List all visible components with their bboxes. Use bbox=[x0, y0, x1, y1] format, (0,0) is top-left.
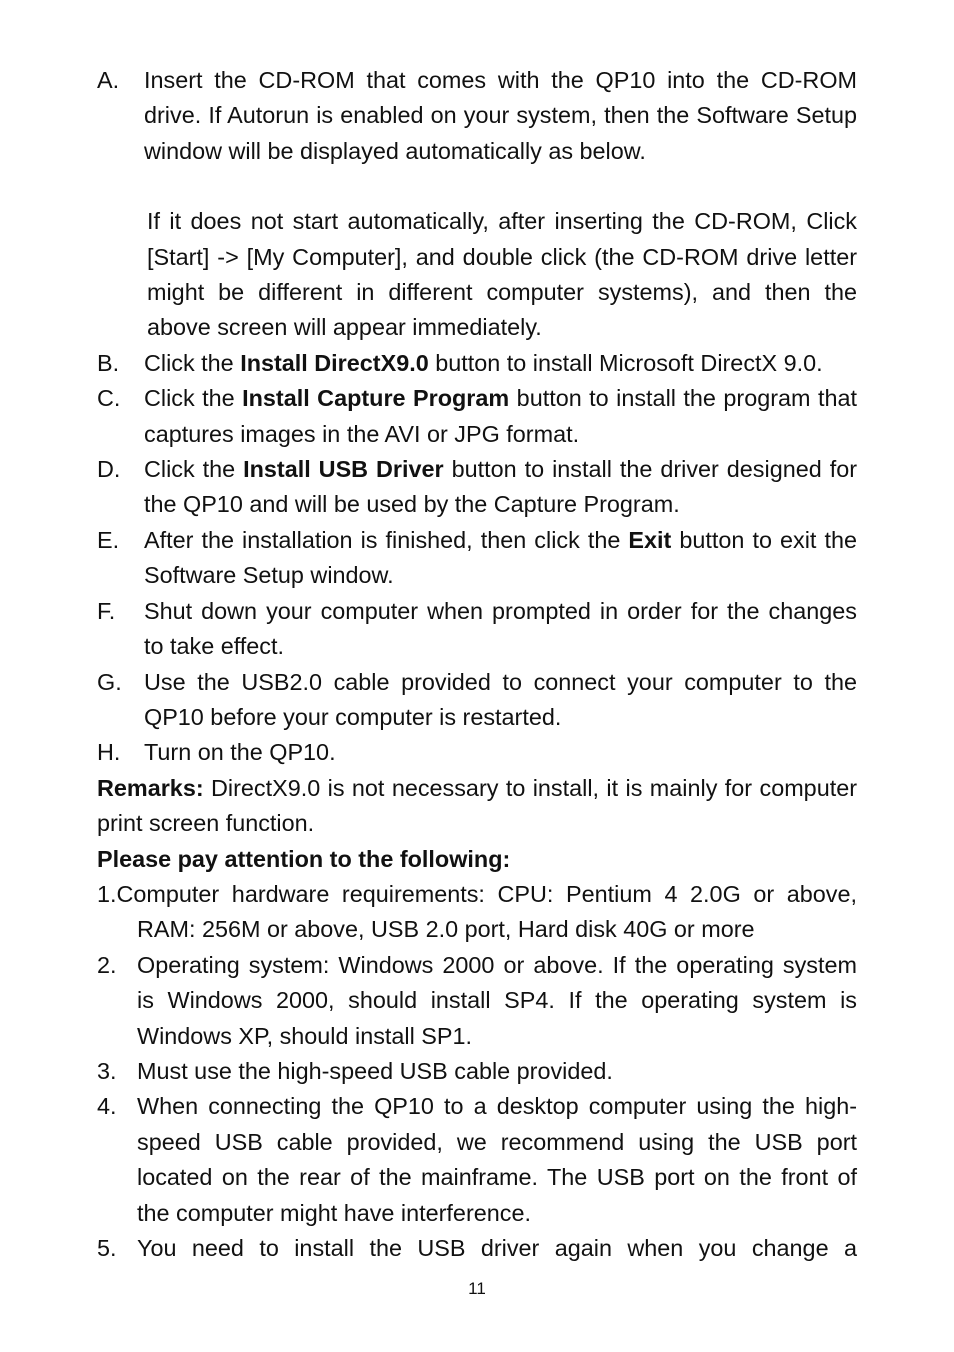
item-number: 4. bbox=[97, 1093, 117, 1120]
step-letter: D. bbox=[97, 456, 121, 483]
item-text: You need to install the USB driver again when you change a bbox=[137, 1235, 857, 1261]
page-number: 11 bbox=[468, 1279, 486, 1298]
item-number: 3. bbox=[97, 1057, 117, 1084]
item-text: When connecting the QP10 to a desktop computer using the high-speed USB cable provided, we recommend using the USB port located on the rear of the mainframe. The USB port on the front of the computer might have interference. bbox=[137, 1093, 857, 1226]
step-text-after: button to install the driver designed for the QP10 and will be used by the Capture Program. bbox=[144, 456, 857, 518]
step-h bbox=[97, 735, 857, 770]
item-text: Operating system: Windows 2000 or above. If the operating system is Windows 2000, should install SP4. If the operating system is Windows XP, should install SP1. bbox=[137, 951, 857, 1049]
item-number: 2. bbox=[97, 951, 117, 978]
step-text-after: button to exit the Software Setup window. bbox=[144, 526, 858, 589]
item-text: Must use the high-speed USB cable provided. bbox=[137, 1057, 613, 1084]
step-text bbox=[144, 346, 857, 381]
remarks-paragraph bbox=[97, 771, 857, 842]
step-b bbox=[97, 346, 857, 381]
button-name-emphasis: Install Capture Program bbox=[242, 385, 510, 412]
step-text: Use the USB2.0 cable provided to connect your computer to the QP10 before your computer is restarted. bbox=[144, 668, 857, 730]
step-text-before: Click the bbox=[144, 456, 244, 483]
remarks-text: DirectX9.0 is not necessary to install, it is mainly for computer print screen function. bbox=[97, 774, 857, 837]
step-letter: F. bbox=[97, 597, 116, 624]
blank-line bbox=[97, 169, 857, 204]
step-g bbox=[97, 665, 857, 736]
step-text-after: button to install Microsoft DirectX 9.0. bbox=[428, 349, 823, 376]
step-letter: G. bbox=[97, 668, 122, 695]
step-text-before: Click the bbox=[144, 349, 241, 376]
step-text: Shut down your computer when prompted in order for the changes to take effect. bbox=[144, 597, 857, 660]
document-page bbox=[97, 63, 857, 1266]
step-a-continuation: If it does not start automatically, after inserting the CD-ROM, Click [Start] -> [My Computer], and double click (the CD-ROM drive letter might be different in different computer systems), and then the above screen will appear immediately. bbox=[147, 208, 857, 341]
attention-heading: Please pay attention to the following: bbox=[97, 845, 511, 872]
step-letter: E. bbox=[97, 526, 120, 553]
requirement-item-2 bbox=[97, 948, 857, 1054]
button-name-emphasis: Exit bbox=[628, 526, 672, 553]
requirement-item-3 bbox=[97, 1054, 857, 1089]
step-text-before: After the installation is finished, then click the bbox=[144, 526, 629, 553]
requirement-item-5 bbox=[97, 1231, 857, 1266]
step-letter: A. bbox=[97, 67, 120, 93]
button-name-emphasis: Install USB Driver bbox=[243, 456, 444, 483]
button-name-emphasis: Install DirectX9.0 bbox=[240, 349, 429, 376]
step-letter: C. bbox=[97, 385, 121, 412]
requirement-item-4 bbox=[97, 1089, 857, 1231]
step-letter: B. bbox=[97, 349, 120, 376]
step-text bbox=[144, 523, 857, 594]
step-text-before: Click the bbox=[144, 385, 243, 412]
requirement-item-1: 1.Computer hardware requirements: CPU: Pentium 4 2.0G or above, RAM: 256M or above, USB 2.0 port, Hard disk 40G or more bbox=[97, 880, 857, 943]
step-f bbox=[97, 594, 857, 665]
step-c bbox=[97, 381, 857, 452]
step-text bbox=[144, 452, 857, 523]
remarks-label: Remarks: bbox=[97, 774, 204, 801]
step-text: Turn on the QP10. bbox=[144, 739, 336, 766]
step-text bbox=[144, 381, 857, 452]
step-e bbox=[97, 523, 857, 594]
step-letter: H. bbox=[97, 739, 121, 766]
step-text-after: button to install the program that captures images in the AVI or JPG format. bbox=[144, 385, 857, 447]
step-d bbox=[97, 452, 857, 523]
step-text: Insert the CD-ROM that comes with the QP10 into the CD-ROM drive. If Autorun is enabled on your system, then the Software Setup window will be displayed automatically as below. bbox=[144, 67, 857, 164]
item-number: 5. bbox=[97, 1235, 117, 1261]
step-a bbox=[97, 63, 857, 169]
